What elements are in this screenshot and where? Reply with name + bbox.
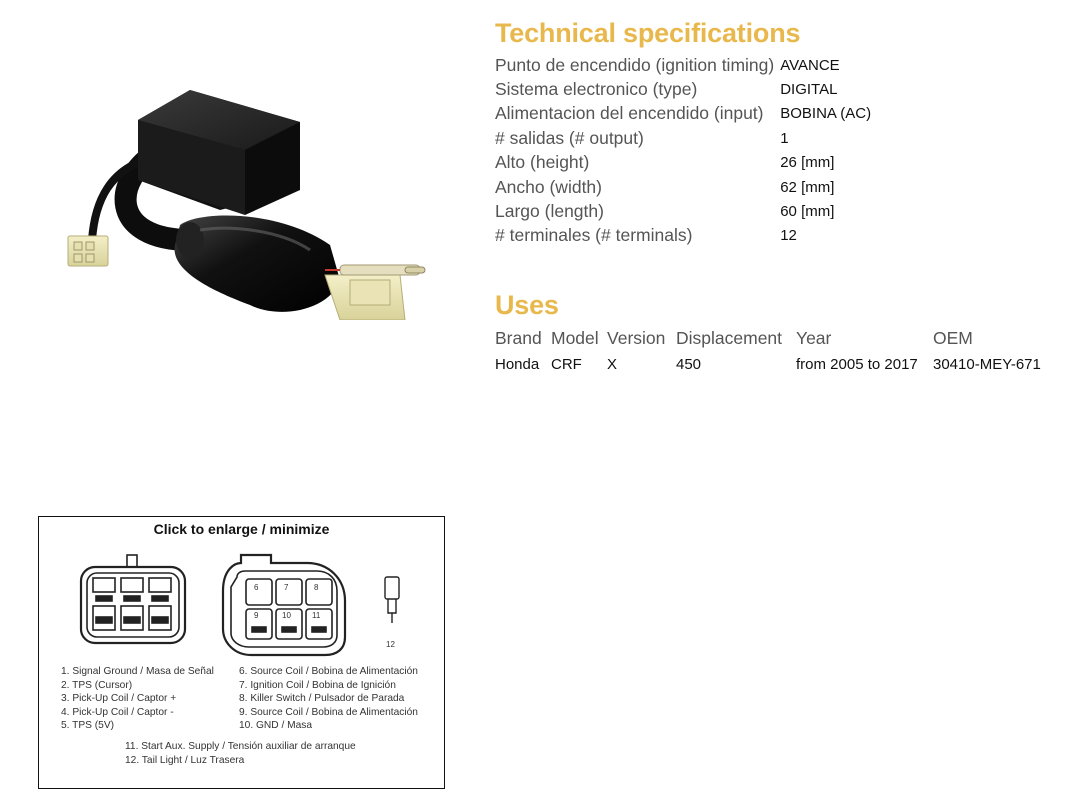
wiring-diagram[interactable] <box>38 516 445 789</box>
col-brand: Brand <box>495 327 542 348</box>
spec-row <box>495 199 871 223</box>
spec-value: 62 [mm] <box>780 178 835 196</box>
spec-label: Alto (height) <box>495 152 590 173</box>
legend-item: 10. GND / Masa <box>239 720 313 731</box>
legend-left <box>61 665 214 733</box>
cell-brand: Honda <box>495 355 540 373</box>
spec-value: 12 <box>780 227 797 245</box>
pin-label: 10 <box>282 611 291 620</box>
col-displacement: Displacement <box>676 327 783 348</box>
col-year: Year <box>796 327 832 348</box>
pin-label: 6 <box>254 583 259 592</box>
cell-model: CRF <box>551 355 582 373</box>
legend-item: 4. Pick-Up Coil / Captor - <box>61 706 174 718</box>
spec-table <box>495 53 871 248</box>
spec-label: Punto de encendido (ignition timing) <box>495 54 775 75</box>
legend-item: 8. Killer Switch / Pulsador de Parada <box>239 693 405 704</box>
legend-item: 9. Source Coil / Bobina de Alimentación <box>239 706 418 718</box>
spec-label: Alimentacion del encendido (input) <box>495 103 764 124</box>
spec-title: Technical specifications <box>495 18 801 48</box>
table-row <box>495 351 1041 377</box>
spec-row <box>495 102 871 126</box>
pin-label: 7 <box>284 583 289 592</box>
spec-row <box>495 53 871 77</box>
uses-table <box>495 325 1041 377</box>
cell-year: from 2005 to 2017 <box>796 355 918 373</box>
spec-row <box>495 224 871 248</box>
spec-value: 60 [mm] <box>780 203 835 221</box>
legend-item: 11. Start Aux. Supply / Tensión auxiliar de arranque <box>125 741 356 752</box>
col-version: Version <box>607 327 666 348</box>
spec-label: Ancho (width) <box>495 176 602 197</box>
spec-value: AVANCE <box>780 56 840 74</box>
uses-section <box>495 290 1041 377</box>
legend-item: 1. Signal Ground / Masa de Señal <box>61 666 214 677</box>
uses-title: Uses <box>495 290 559 320</box>
col-oem: OEM <box>933 327 973 348</box>
col-model: Model <box>551 327 599 348</box>
uses-header-row <box>495 325 1041 351</box>
spec-label: # salidas (# output) <box>495 127 644 148</box>
legend-item: 3. Pick-Up Coil / Captor + <box>61 693 177 704</box>
product-image <box>50 80 440 320</box>
legend-item: 7. Ignition Coil / Bobina de Ignición <box>239 679 396 691</box>
spec-value: 26 [mm] <box>780 154 835 172</box>
spec-row <box>495 151 871 175</box>
technical-specifications <box>495 18 871 248</box>
spec-row <box>495 77 871 101</box>
spec-label: Largo (length) <box>495 201 604 222</box>
spec-row <box>495 175 871 199</box>
legend-item: 6. Source Coil / Bobina de Alimentación <box>239 666 418 677</box>
spec-row <box>495 126 871 150</box>
pin-label: 9 <box>254 611 259 620</box>
pin-label: 12 <box>386 640 395 649</box>
legend-right <box>239 665 418 733</box>
cell-displacement: 450 <box>676 355 702 373</box>
spec-value: BOBINA (AC) <box>780 105 872 123</box>
legend-item: 2. TPS (Cursor) <box>61 679 133 691</box>
pin-label: 8 <box>314 583 319 592</box>
spec-label: # terminales (# terminals) <box>495 225 693 246</box>
spec-value: DIGITAL <box>780 81 838 99</box>
spec-label: Sistema electronico (type) <box>495 79 698 100</box>
cell-oem: 30410-MEY-671 <box>933 355 1041 373</box>
legend-item: 5. TPS (5V) <box>61 720 115 731</box>
legend-item: 12. Tail Light / Luz Trasera <box>125 754 245 766</box>
pin-label: 11 <box>312 611 321 620</box>
cell-version: X <box>607 355 618 373</box>
spec-value: 1 <box>780 129 789 147</box>
legend-bottom <box>125 740 356 767</box>
enlarge-caption[interactable]: Click to enlarge / minimize <box>153 521 330 537</box>
